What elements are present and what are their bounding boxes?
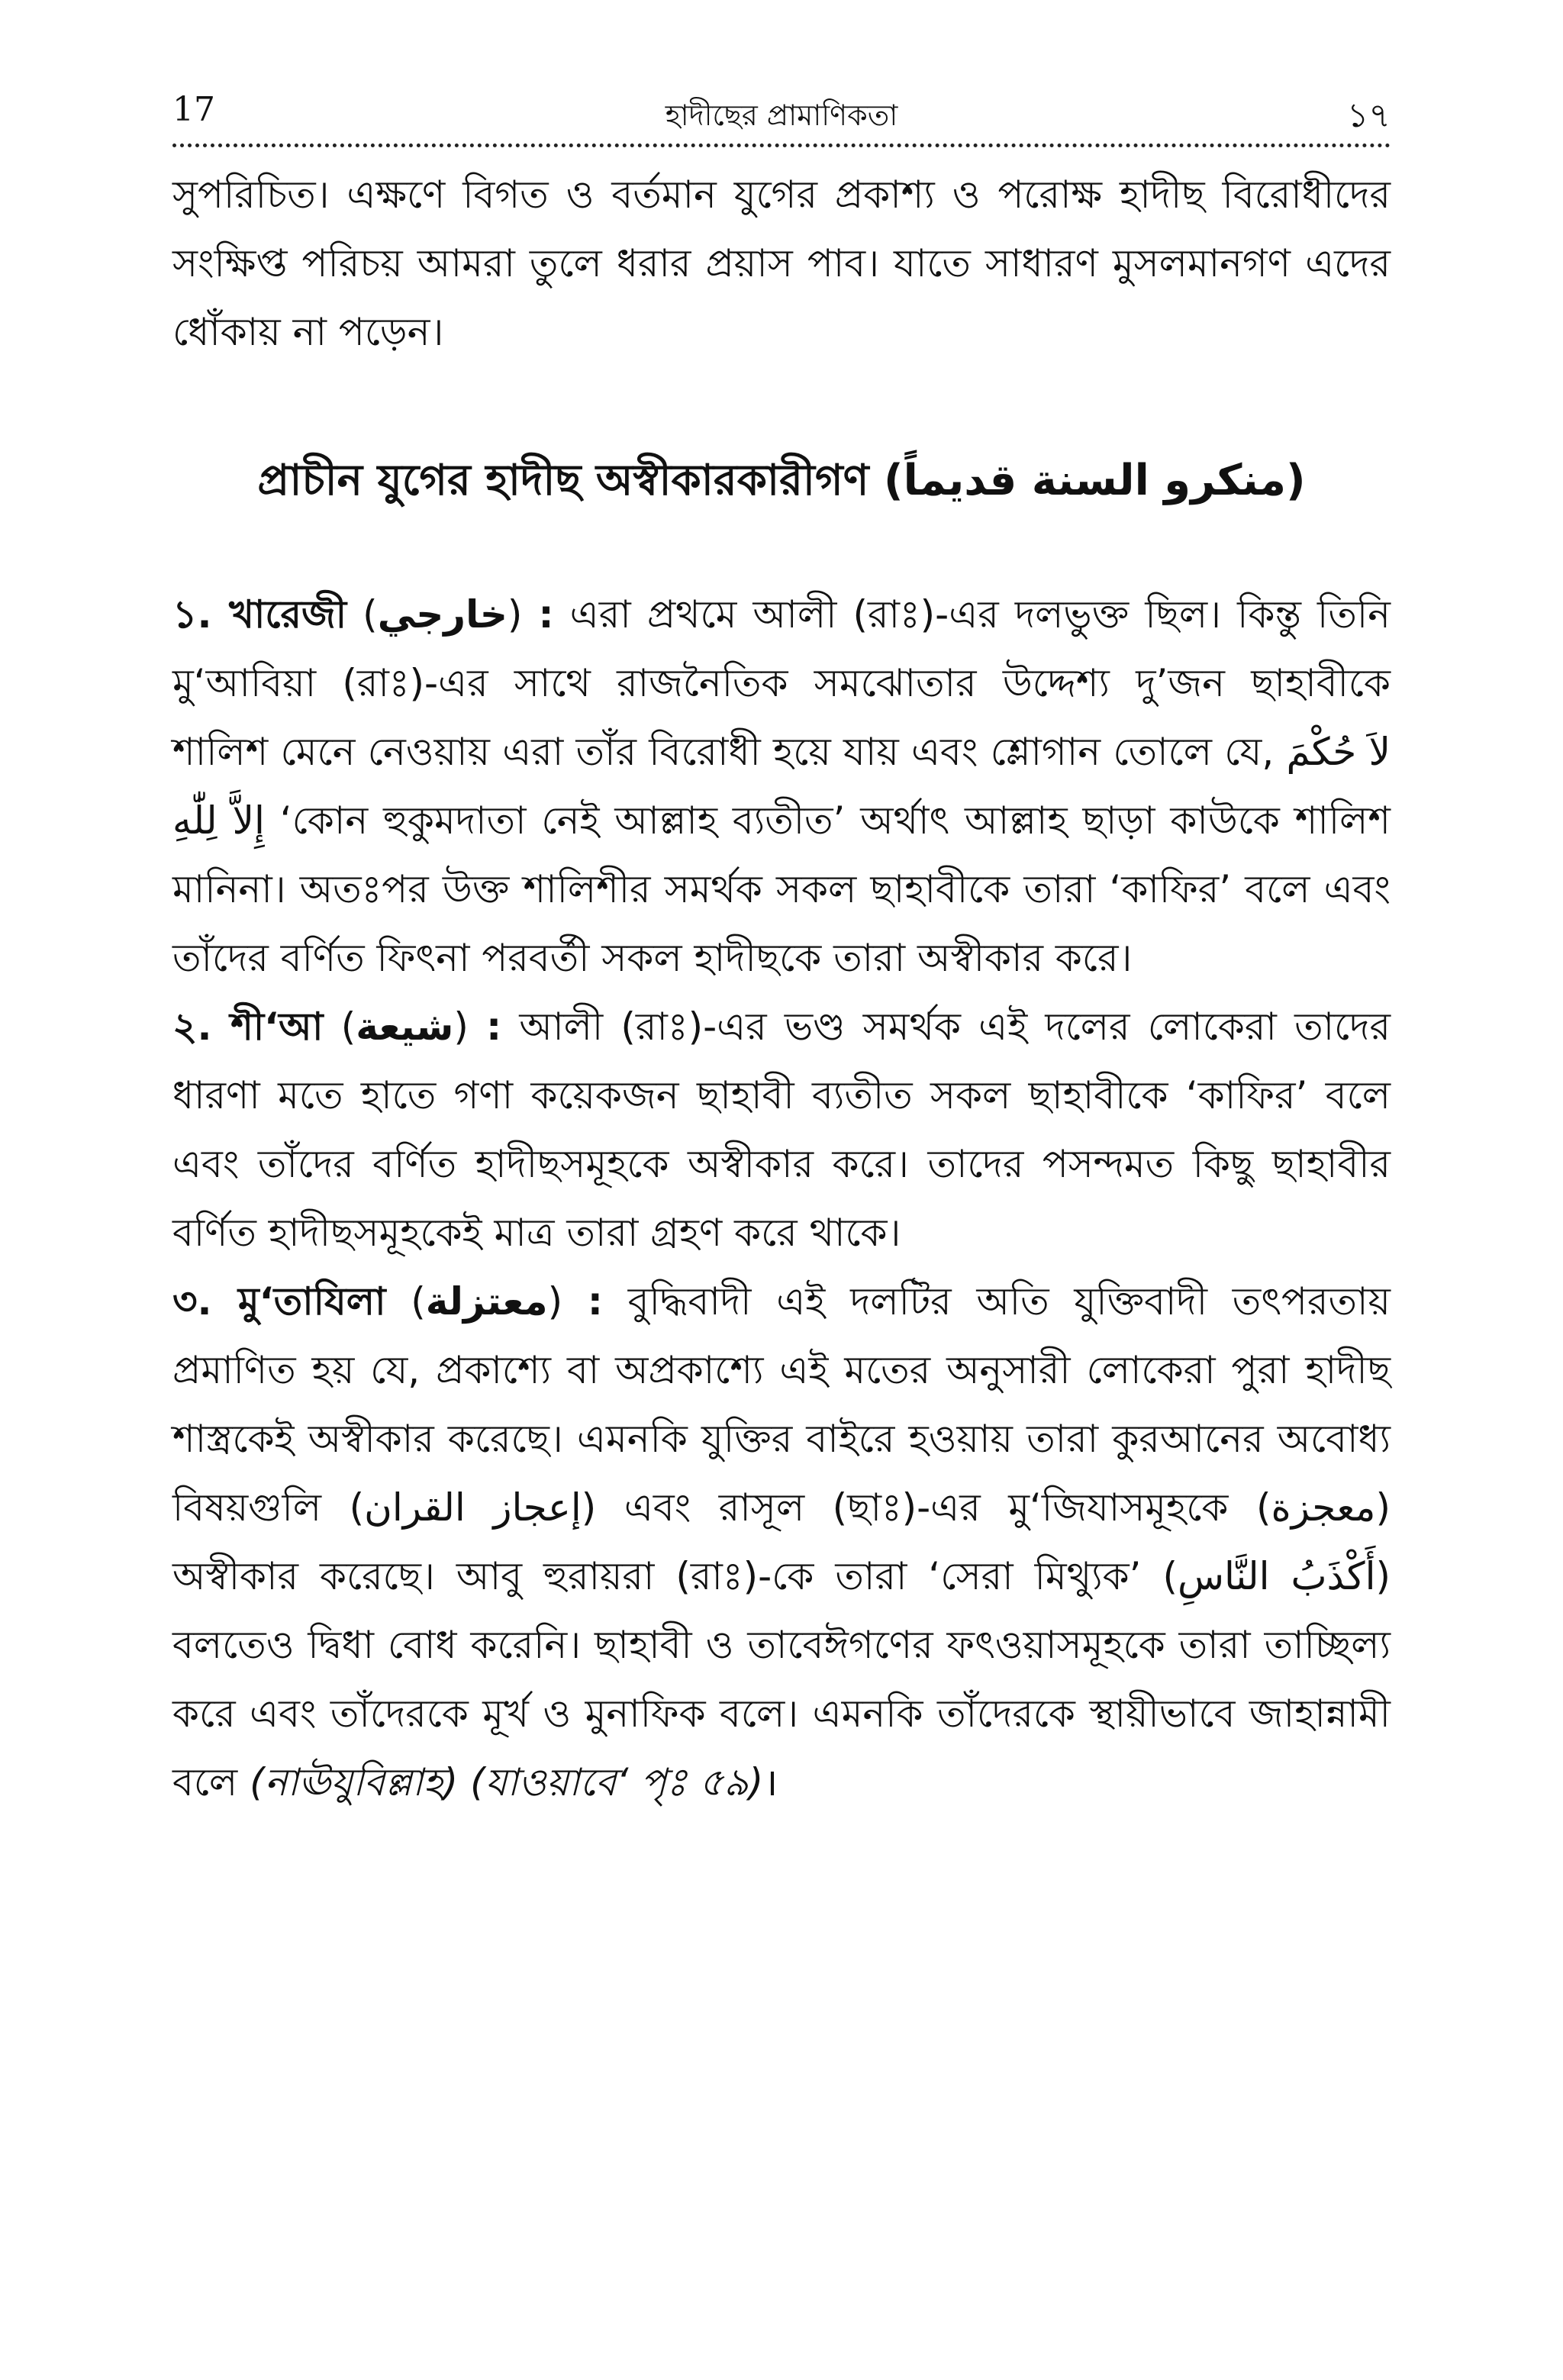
paren-open: (	[340, 1005, 356, 1049]
entry-colon: :	[538, 592, 554, 637]
paren-open: (	[1255, 1485, 1271, 1530]
section-heading-bengali: প্রাচীন যুগের হাদীছ অস্বীকারকারীগণ	[257, 456, 869, 505]
running-title: হাদীছের প্রামাণিকতা	[665, 98, 898, 132]
entry-colon: :	[486, 1005, 502, 1049]
reference-nauzubillah: (নাঊযুবিল্লাহ)	[250, 1760, 459, 1804]
reference-source: (যাওয়াবে‘ পৃঃ ৫৯)	[470, 1760, 764, 1804]
page-number-left: 17	[172, 90, 215, 129]
paren-open: (	[1162, 1554, 1178, 1598]
paren-open: (	[363, 592, 378, 637]
entry-text: এরা প্রথমে আলী (রাঃ)-এর দলভুক্ত ছিল। কিন্তু তিনি মু‘আবিয়া (রাঃ)-এর সাথে রাজনৈতিক সমঝোতার উদ্দেশ্য দু’জন ছাহাবীকে শালিশ মেনে নেওয়ায় এরা তাঁর বিরোধী হয়ে যায় এবং শ্লোগান তোলে যে,	[172, 592, 1391, 774]
entry-label: ৩. মু‘তাযিলা	[172, 1279, 386, 1324]
entry-label: ১. খারেজী	[172, 592, 347, 637]
entry-text: আলী (রাঃ)-এর ভণ্ড সমর্থক এই দলের লোকেরা তাদের ধারণা মতে হাতে গণা কয়েকজন ছাহাবী ব্যতীত সকল ছাহাবীকে ‘কাফির’ বলে এবং তাঁদের বর্ণিত হাদীছসমূহকে অস্বীকার করে। তাদের পসন্দমত কিছু ছাহাবীর বর্ণিত হাদীছসমূহকেই মাত্র তারা গ্রহণ করে থাকে।	[172, 1005, 1391, 1255]
entry-arabic-term: شيعة	[356, 1005, 454, 1049]
entry-khareji	[172, 580, 1391, 992]
entry-text-3: অস্বীকার করেছে। আবু হুরায়রা (রাঃ)-কে তারা ‘সেরা মিথ্যুক’	[172, 1554, 1142, 1598]
entry-mutazila	[172, 1267, 1391, 1817]
arabic-akzab-nas: أَكْذَبُ النَّاسِ	[1177, 1554, 1376, 1598]
paren-close: )	[1286, 456, 1306, 505]
paren-close: )	[507, 592, 523, 637]
entry-arabic-term: خارجي	[377, 592, 508, 637]
section-heading	[172, 443, 1391, 519]
running-header	[172, 90, 1391, 147]
arabic-ijaz-quran: إعجاز القران	[364, 1485, 582, 1530]
paren-close: )	[547, 1279, 563, 1324]
page-number-right: ১৭	[1346, 96, 1391, 135]
intro-paragraph: সুপরিচিত। এক্ষণে বিগত ও বর্তমান যুগের প্রকাশ্য ও পরোক্ষ হাদীছ বিরোধীদের সংক্ষিপ্ত পরিচয় আমরা তুলে ধরার প্রয়াস পাব। যাতে সাধারণ মুসলমানগণ এদের ধোঁকায় না পড়েন।	[172, 173, 1391, 354]
entry-arabic-term: معتزلة	[425, 1279, 548, 1324]
entry-colon: :	[587, 1279, 603, 1324]
paren-open: (	[411, 1279, 426, 1324]
body-text	[172, 160, 1391, 1817]
paren-close: )	[581, 1485, 597, 1530]
entry-text-4: বলতেও দ্বিধা বোধ করেনি। ছাহাবী ও তাবেঈগণের ফৎওয়াসমূহকে তারা তাচ্ছিল্য করে এবং তাঁদেরকে মূর্খ ও মুনাফিক বলে। এমনকি তাঁদেরকে স্থায়ীভাবে জাহান্নামী বলে	[172, 1623, 1391, 1804]
paren-close: )	[453, 1005, 469, 1049]
entry-end: ।	[763, 1760, 778, 1804]
paren-open: (	[884, 456, 904, 505]
arabic-mujiza: معجزة	[1271, 1485, 1376, 1530]
entry-text: বুদ্ধিবাদী এই দলটির অতি যুক্তিবাদী তৎপরতায় প্রমাণিত হয় যে, প্রকাশ্যে বা অপ্রকাশ্যে এই মতের অনুসারী লোকেরা পুরা হাদীছ শাস্ত্রকেই অস্বীকার করেছে। এমনকি যুক্তির বাইরে হওয়ায় তারা কুরআনের অবোধ্য বিষয়গুলি	[172, 1279, 1391, 1530]
quote-arabic: لاَ حُكْمَ إِلاَّ لِلّٰهِ	[172, 730, 1391, 843]
entry-text-continued: ‘কোন হুকুমদাতা নেই আল্লাহ ব্যতীত’ অর্থাৎ আল্লাহ ছাড়া কাউকে শালিশ মানিনা। অতঃপর উক্ত শালিশীর সমর্থক সকল ছাহাবীকে তারা ‘কাফির’ বলে এবং তাঁদের বর্ণিত ফিৎনা পরবর্তী সকল হাদীছকে তারা অস্বীকার করে।	[172, 798, 1391, 980]
entry-text-2: এবং রাসূল (ছাঃ)-এর মু‘জিযাসমূহকে	[624, 1485, 1229, 1530]
paren-open: (	[349, 1485, 365, 1530]
section-heading-arabic: منكرو السنة قديماً	[903, 456, 1286, 505]
entry-label: ২. শী‘আ	[172, 1005, 324, 1049]
entry-shia	[172, 992, 1391, 1267]
paren-close: )	[1375, 1554, 1391, 1598]
paren-close: )	[1375, 1485, 1391, 1530]
